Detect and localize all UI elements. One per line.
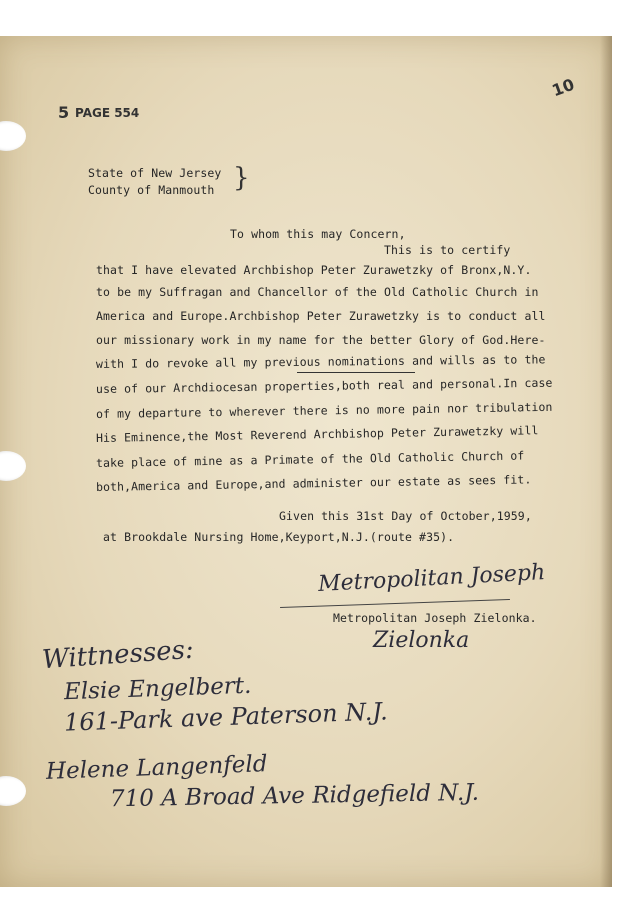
page-edge-shadow [600, 36, 612, 887]
corner-mark: 10 [549, 74, 577, 101]
body-line-4: America and Europe.Archbishop Peter Zurawetzky is to conduct all [96, 309, 546, 323]
body-line-11: both,America and Europe,and administer our estate as sees fit. [95, 472, 532, 494]
body-line-9: His Eminence,the Most Reverend Archbishop Peter Zurawetzky will [95, 423, 539, 445]
previous-nominations-underline [297, 372, 415, 373]
punch-hole-top [0, 121, 26, 151]
typed-signatory-name: Metropolitan Joseph Zielonka. [333, 611, 537, 625]
handwritten-signature: Metropolitan Joseph [317, 560, 546, 597]
punch-hole-middle [0, 451, 26, 481]
header-brace: } [233, 163, 250, 193]
book-number: 5 [58, 103, 70, 122]
body-line-8: of my departure to wherever there is no more pain nor tribulation [95, 399, 553, 421]
witness-1-address: 161-Park ave Paterson N.J. [63, 697, 389, 737]
witness-1-name: Elsie Engelbert. [63, 672, 252, 706]
body-line-1: This is to certify [96, 243, 511, 257]
witness-2-address: 710 A Broad Ave Ridgefield N.J. [109, 779, 480, 813]
salutation: To whom this may Concern, [230, 227, 406, 241]
body-line-3: to be my Suffragan and Chancellor of the Old Catholic Church in [96, 285, 539, 299]
punch-hole-bottom [0, 776, 26, 806]
location-line: at Brookdale Nursing Home,Keyport,N.J.(route #35). [103, 530, 455, 544]
body-line-5: our missionary work in my name for the better Glory of God.Here- [96, 333, 546, 347]
body-line-10: take place of mine as a Primate of the Old Catholic Church of [95, 448, 525, 470]
page-stamp: PAGE 554 [75, 106, 140, 120]
witnesses-label: Wittnesses: [41, 634, 195, 676]
state-line: State of New Jersey [88, 166, 222, 180]
county-line: County of Manmouth [88, 183, 215, 197]
body-line-6: with I do revoke all my previous nominations and wills as to the [95, 352, 546, 371]
given-line: Given this 31st Day of October,1959, [279, 509, 532, 523]
witness-2-name: Helene Langenfeld [45, 751, 268, 785]
body-line-7: use of our Archdiocesan properties,both real and personal.In case [95, 375, 553, 396]
handwritten-surname: Zielonka [373, 628, 470, 653]
body-line-2: that I have elevated Archbishop Peter Zurawetzky of Bronx,N.Y. [96, 263, 532, 277]
